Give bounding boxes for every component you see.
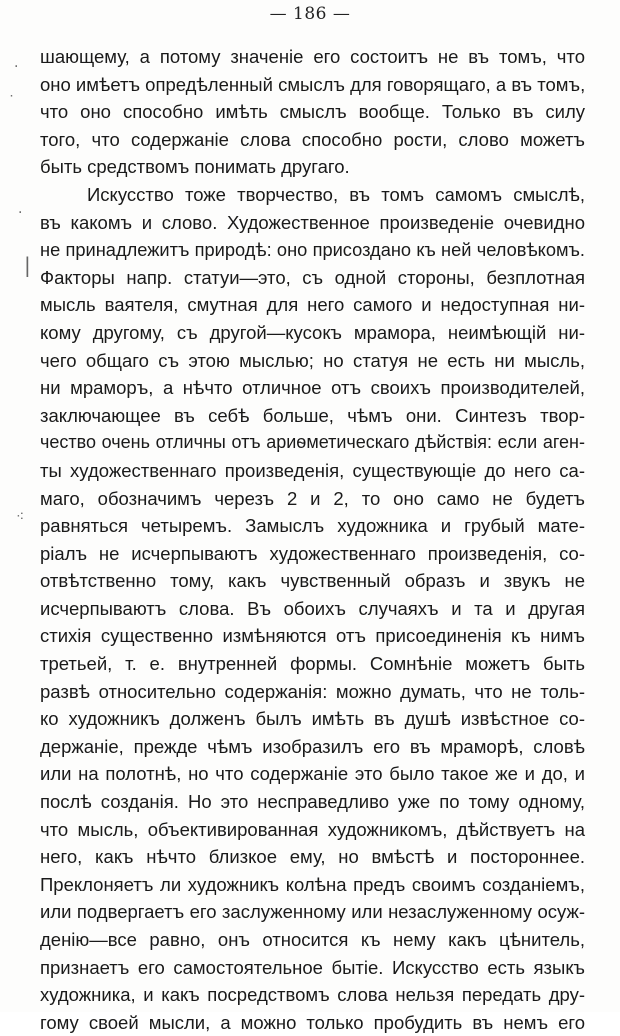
text-line: ты художественнаго произведенія, существующіе до него са- bbox=[40, 459, 585, 481]
margin-speck: · bbox=[18, 205, 23, 221]
text-line: или подвергаетъ его заслуженному или незаслуженному осуж- bbox=[40, 901, 585, 923]
text-line: ріалъ не исчерпываютъ художественнаго произведенія, со- bbox=[40, 542, 585, 564]
text-line: держаніе, прежде чѣмъ изобразилъ его въ мраморѣ, словѣ bbox=[40, 735, 585, 757]
text-line: развѣ относительно содержанія: можно думать, что не толь- bbox=[40, 680, 585, 702]
text-line: послѣ созданія. Но это несправедливо уже по тому одному, bbox=[40, 791, 585, 813]
text-line: чего общаго съ этою мыслью; но статуя не есть ни мысль, bbox=[40, 349, 585, 371]
text-line: гому своей мысли, а можно только пробудить въ немъ его bbox=[40, 1011, 585, 1033]
margin-speck: · bbox=[14, 59, 19, 75]
text-line: исчерпываютъ слова. Въ обоихъ случаяхъ и та и другая bbox=[40, 597, 585, 619]
text-line: въ какомъ и слово. Художественное произведеніе очевидно bbox=[40, 211, 585, 233]
text-line: Искусство тоже творчество, въ томъ самомъ смыслѣ, bbox=[87, 183, 585, 205]
text-line: или на полотнѣ, но что содержаніе это было такое же и до, и bbox=[40, 763, 585, 785]
text-line: ко художникъ долженъ былъ имѣть въ душѣ извѣстное со- bbox=[40, 708, 585, 730]
text-line: шающему, а потому значеніе его состоитъ не въ томъ, что bbox=[40, 46, 585, 67]
text-line: того, что содержаніе слова способно рости, слово можетъ bbox=[40, 128, 585, 150]
text-line: что мысль, объективированная художникомъ, дѣйствуетъ на bbox=[40, 818, 585, 840]
text-line: ни мраморъ, а нѣчто отличное отъ своихъ производителей, bbox=[40, 377, 585, 399]
text-line: заключающее въ себѣ больше, чѣмъ они. Синтезъ твор- bbox=[40, 404, 585, 426]
text-line: равняться четыремъ. Замыслъ художника и грубый мате- bbox=[40, 515, 585, 537]
text-line: художника, и какъ посредствомъ слова нельзя передать дру- bbox=[40, 984, 585, 1006]
text-line: него, какъ нѣчто близкое ему, но вмѣстѣ и постороннее. bbox=[40, 846, 585, 868]
body-text bbox=[40, 43, 585, 1036]
text-line: оно имѣетъ опредѣленный смыслъ для говорящаго, а въ томъ, bbox=[40, 73, 586, 95]
text-line: стихія существенно измѣняются отъ присоединенія къ нимъ bbox=[40, 625, 585, 647]
text-line: маго, обозначимъ черезъ 2 и 2, то оно само не будетъ bbox=[40, 487, 585, 509]
text-line: не принадлежитъ природѣ: оно присоздано къ ней человѣкомъ. bbox=[40, 239, 585, 261]
text-line: третьей, т. е. внутренней формы. Сомнѣніе можетъ быть bbox=[40, 653, 585, 675]
text-line: Факторы напр. статуи—это, съ одной стороны, безплотная bbox=[40, 266, 585, 288]
text-line: признаетъ его самостоятельное бытіе. Искусство есть языкъ bbox=[40, 956, 585, 978]
text-line: быть средствомъ понимать другаго. bbox=[40, 156, 350, 178]
text-line: кому другому, съ другой—кусокъ мрамора, неимѣющій ни- bbox=[40, 321, 585, 343]
text-line: отвѣтственно тому, какъ чувственный образъ и звукъ не bbox=[40, 570, 585, 592]
page-number: — 186 — bbox=[269, 4, 351, 24]
margin-speck: ⁖ bbox=[16, 509, 25, 525]
text-line: что оно способно имѣть смыслъ вообще. Только въ силу bbox=[40, 101, 585, 123]
margin-tick: | bbox=[24, 253, 31, 277]
margin-speck: ˙ bbox=[8, 94, 15, 110]
text-line: Преклоняетъ ли художникъ колѣна предъ своимъ созданіемъ, bbox=[40, 873, 585, 895]
text-line: денію—все равно, онъ относится къ нему какъ цѣнитель, bbox=[40, 929, 585, 950]
text-line: мысль ваятеля, смутная для него самого и недоступная ни- bbox=[40, 294, 585, 316]
text-line: чество очень отличны отъ ариѳметическаго дѣйствія: если аген- bbox=[40, 432, 585, 453]
